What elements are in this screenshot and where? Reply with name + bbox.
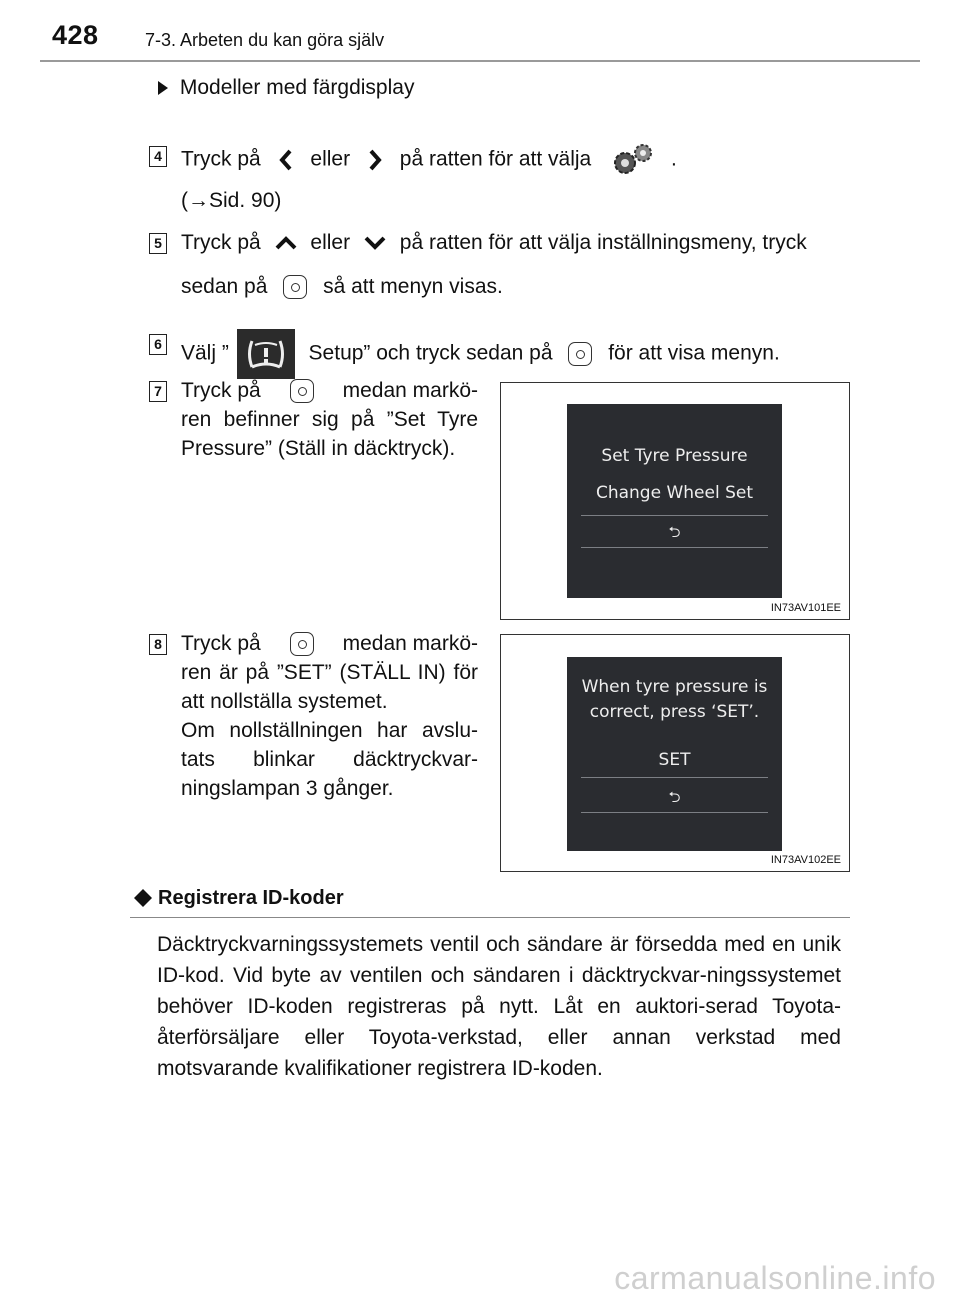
screen-message-line: When tyre pressure is	[581, 677, 768, 697]
step-text: medan markö-	[342, 379, 478, 402]
back-icon: ⮌	[668, 523, 681, 541]
step-number: 5	[149, 233, 167, 254]
display-screen	[567, 657, 782, 851]
step-7-first-line	[181, 376, 478, 405]
dial-button-icon	[568, 342, 592, 366]
step-text: sedan på	[181, 275, 268, 298]
step-5-line-2	[181, 272, 503, 301]
chevron-down-icon	[362, 232, 388, 254]
step-text: medan markö-	[342, 632, 478, 655]
intro-label: Modeller med färgdisplay	[179, 76, 415, 99]
dial-button-icon	[290, 379, 314, 403]
tire-pressure-warning-icon	[237, 329, 295, 379]
step-text: Tryck på	[181, 147, 261, 171]
step-6-line	[181, 329, 780, 379]
step-text: Tryck på	[181, 231, 261, 254]
step-8-first-line	[181, 629, 478, 658]
chevron-right-icon	[364, 147, 386, 173]
dial-button-icon	[283, 275, 307, 299]
step-text: för att visa menyn.	[608, 341, 780, 365]
step-5-line-1	[181, 228, 807, 257]
step-text: eller	[310, 231, 351, 254]
step-8-block	[181, 629, 478, 803]
step-7-block	[181, 376, 478, 463]
step-number: 6	[149, 334, 167, 355]
dial-button-icon	[290, 632, 314, 656]
screen-menu-item: Change Wheel Set	[595, 483, 754, 503]
section-rule	[130, 917, 850, 918]
watermark: carmanualsonline.info	[614, 1260, 936, 1296]
chevron-up-icon	[273, 232, 299, 254]
chevron-left-icon	[275, 147, 297, 173]
screen-set-option: SET	[658, 750, 691, 770]
step-number: 7	[149, 381, 167, 402]
step-text: Setup” och tryck sedan på	[308, 341, 553, 365]
section-diamond-icon	[133, 888, 153, 908]
step-text: Tryck på	[181, 632, 261, 655]
figure-code: IN73AV102EE	[770, 854, 841, 866]
screen-divider	[581, 547, 768, 548]
screen-divider	[581, 515, 768, 516]
back-icon: ⮌	[668, 788, 681, 806]
bullet-arrow-icon	[158, 81, 168, 95]
step-text: Tryck på	[181, 379, 261, 402]
screen-message-line: correct, press ‘SET’.	[589, 702, 760, 722]
step-4-line	[181, 141, 677, 179]
step-text: .	[670, 147, 677, 171]
step-text: Välj ”	[181, 341, 229, 365]
step-number: 8	[149, 634, 167, 655]
step-text: Om nollställningen har avslu-tats blinkar däcktryckvar-ningslampan 3 gånger.	[181, 719, 478, 800]
section-body: Däcktryckvarningssystemets ventil och sändare är försedda med en unik ID-kod. Vid byte av ventilen och sändaren i däcktryckvar-ningssystemet behöver ID-koden registreras på nytt. Låt en auktori-serad Toyota-återförsäljare eller Toyota-verkstad, eller annan verkstad med motsvarande kvalifikationer registrera ID-koden.	[157, 933, 841, 1080]
intro-line	[158, 73, 414, 102]
chapter-title: 7-3. Arbeten du kan göra själv	[145, 30, 385, 50]
header-rule	[40, 60, 920, 62]
step-text: på ratten för att välja inställningsmeny, tryck	[399, 231, 807, 254]
screen-divider	[581, 812, 768, 813]
step-text: ren befinner sig på ”Set Tyre Pressure” (Ställ in däcktryck).	[181, 408, 478, 460]
figure-set-confirmation	[500, 634, 850, 872]
page-reference: (→Sid. 90)	[181, 189, 282, 212]
step-text: eller	[310, 147, 351, 171]
step-text: så att menyn visas.	[323, 275, 503, 298]
step-text: på ratten för att välja	[399, 147, 592, 171]
figure-set-tyre-pressure	[500, 382, 850, 620]
screen-menu-item: Set Tyre Pressure	[601, 446, 748, 466]
display-screen	[567, 404, 782, 598]
figure-code: IN73AV101EE	[770, 602, 841, 614]
section-title: Registrera ID-koder	[158, 887, 344, 909]
step-text: ren är på ”SET” (STÄLL IN) för att nollställa systemet.	[181, 661, 478, 713]
step-number: 4	[149, 146, 167, 167]
gear-icon	[609, 141, 659, 179]
page-number: 428	[52, 20, 99, 50]
screen-divider	[581, 777, 768, 778]
